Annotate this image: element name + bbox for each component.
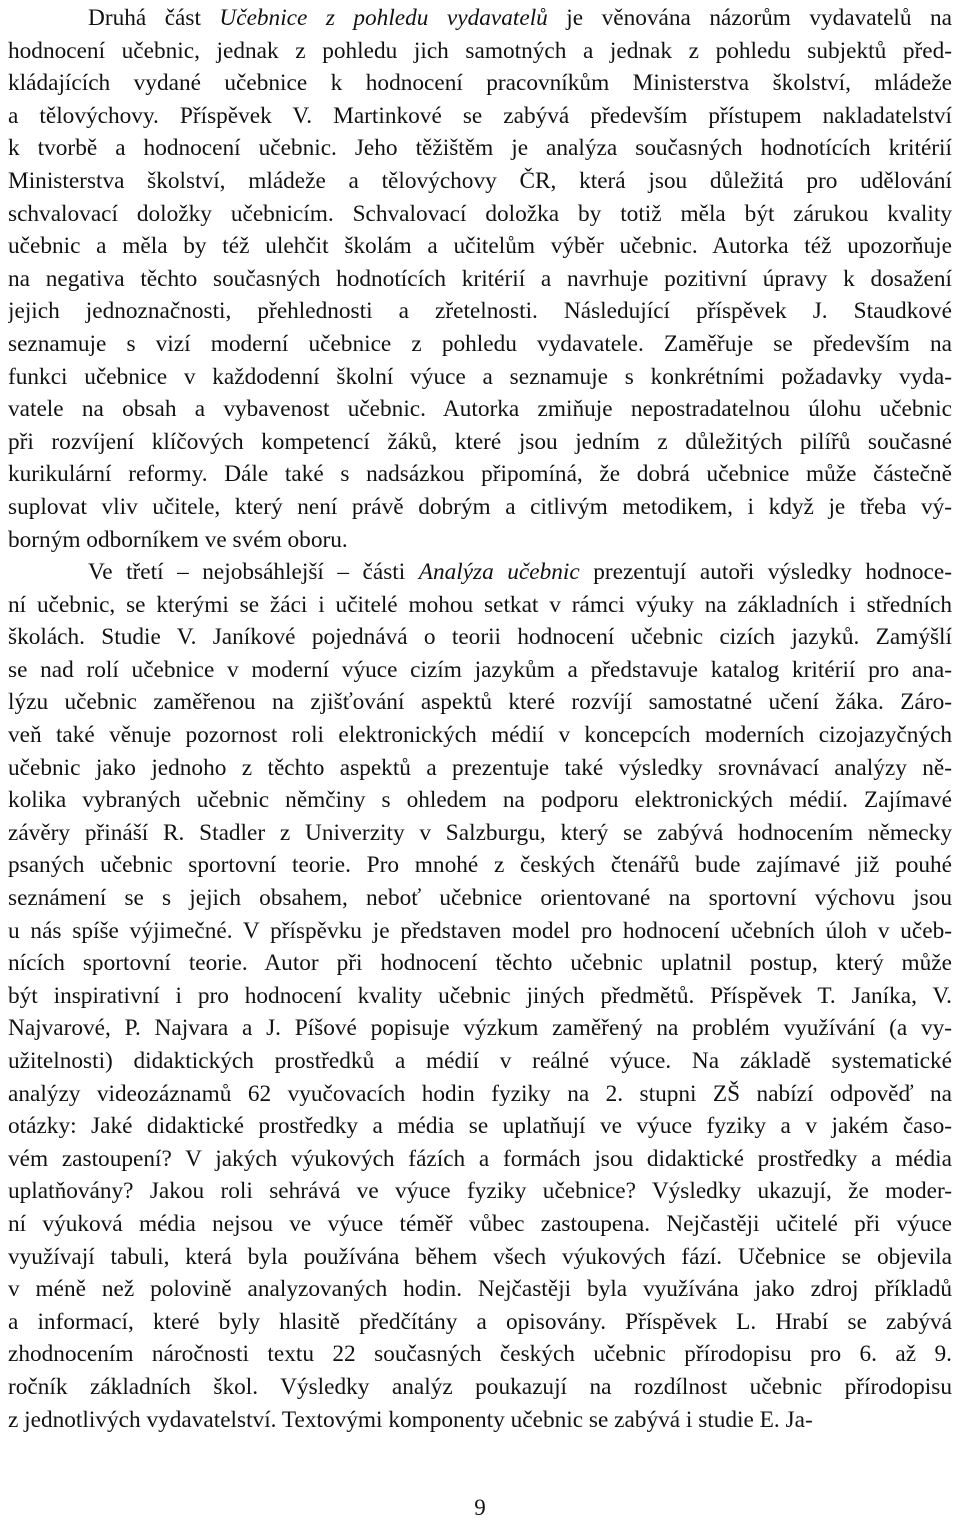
- text-line: [8, 980, 952, 1013]
- text-line: [8, 458, 952, 491]
- text-line: [8, 1273, 952, 1306]
- text-line: [8, 947, 952, 980]
- text-line: [8, 589, 952, 622]
- text-segment: otázky: Jaké didaktické prostředky a média se uplatňují ve výuce fyziky a v jakém časo-: [8, 1113, 952, 1140]
- text-line: [8, 1404, 952, 1437]
- text-segment: Ve třetí – nejobsáhlejší – části: [88, 559, 419, 586]
- text-line: [8, 361, 952, 394]
- italic-title: Analýza učebnic: [418, 559, 580, 586]
- text-line: [8, 817, 952, 850]
- text-line: [8, 1143, 952, 1176]
- text-line: [8, 849, 952, 882]
- text-segment: je věnována názorům vydavatelů na: [547, 5, 952, 31]
- text-line: [8, 1306, 952, 1339]
- text-line: [8, 1110, 952, 1143]
- text-segment: se nad rolí učebnice v moderní výuce cizím jazykům a představuje katalog kritérií pro ana-: [8, 656, 952, 683]
- text-line: [8, 556, 952, 589]
- text-segment: seznámení se s jejich obsahem, neboť učebnice orientované na sportovní výchovu jsou: [8, 885, 952, 912]
- text-segment: z jednotlivých vydavatelství. Textovými komponenty učebnic se zabývá i studie E. Ja-: [8, 1406, 813, 1433]
- text-segment: psaných učebnic sportovní teorie. Pro mnohé z českých čtenářů bude zajímavé již pouhé: [8, 852, 952, 879]
- text-segment: na negativa těchto současných hodnotících kritérií a navrhuje pozitivní úpravy k dosažení: [8, 265, 952, 292]
- text-segment: Druhá část: [88, 5, 220, 31]
- text-segment: u nás spíše výjimečné. V příspěvku je představen model pro hodnocení učebních úloh v učeb-: [8, 917, 952, 944]
- text-line: [8, 1208, 952, 1241]
- text-segment: ní výuková média nejsou ve výuce téměř vůbec zastoupena. Nejčastěji učitelé při výuce: [8, 1210, 952, 1237]
- document-page: [8, 0, 952, 1526]
- italic-title: Učebnice z pohledu vydavatelů: [219, 5, 548, 31]
- text-line: [8, 35, 952, 68]
- text-line: [8, 1371, 952, 1404]
- text-segment: a tělovýchovy. Příspěvek V. Martinkové se zabývá především přístupem nakladatelství: [8, 102, 952, 129]
- text-segment: kládajících vydané učebnice k hodnocení pracovníkům Ministerstva školství, mládeže: [8, 70, 952, 97]
- text-line: [8, 1241, 952, 1274]
- text-segment: zhodnocením náročnosti textu 22 současných českých učebnic přírodopisu pro 6. až 9.: [8, 1341, 952, 1368]
- text-line: [8, 426, 952, 459]
- text-line: [8, 393, 952, 426]
- text-segment: kurikulární reformy. Dále také s nadsázkou připomíná, že dobrá učebnice může částečně: [8, 461, 952, 488]
- text-line: [8, 784, 952, 817]
- text-segment: lýzu učebnic zaměřenou na zjišťování aspektů které rozvíjí samostatné učení žáka. Záro-: [8, 689, 952, 716]
- text-segment: školách. Studie V. Janíkové pojednává o teorii hodnocení učebnic cizích jazyků. Zamýšlí: [8, 624, 952, 651]
- text-segment: hodnocení učebnic, jednak z pohledu jich samotných a jednak z pohledu subjektů před-: [8, 37, 952, 64]
- text-line: [8, 524, 952, 557]
- text-line: [8, 915, 952, 948]
- text-line: [8, 1175, 952, 1208]
- text-segment: funkci učebnice v každodenní školní výuce a seznamuje s konkrétními požadavky vyda-: [8, 363, 952, 390]
- text-segment: suplovat vliv učitele, který není právě dobrým a citlivým metodikem, i když je třeba vý-: [8, 493, 952, 520]
- text-segment: učebnic jako jednoho z těchto aspektů a prezentuje také výsledky srovnávací analýzy ně-: [8, 754, 952, 781]
- text-segment: v méně než polovině analyzovaných hodin. Nejčastěji byla využívána jako zdroj příkladů: [8, 1276, 952, 1303]
- text-line: [8, 263, 952, 296]
- text-line: [8, 752, 952, 785]
- text-segment: Ministerstva školství, mládeže a tělovýchovy ČR, která jsou důležitá pro udělování: [8, 167, 952, 194]
- text-segment: borným odborníkem ve svém oboru.: [8, 526, 348, 553]
- text-segment: při rozvíjení klíčových kompetencí žáků, které jsou jedním z důležitých pilířů současné: [8, 428, 952, 455]
- text-line: [8, 882, 952, 915]
- text-segment: seznamuje s vizí moderní učebnice z pohledu vydavatele. Zaměřuje se především na: [8, 330, 952, 357]
- paragraph: [8, 2, 952, 556]
- text-line: [8, 686, 952, 719]
- text-segment: ročník základních škol. Výsledky analýz poukazují na rozdílnost učebnic přírodopisu: [8, 1373, 952, 1400]
- text-segment: analýzy videozáznamů 62 vyučovacích hodin fyziky na 2. stupni ZŠ nabízí odpověď na: [8, 1080, 952, 1107]
- text-segment: k tvorbě a hodnocení učebnic. Jeho těžištěm je analýza současných hodnotících kritérií: [8, 135, 952, 162]
- body-text: [8, 2, 952, 1436]
- text-line: [8, 328, 952, 361]
- text-line: [8, 1078, 952, 1111]
- text-line: [8, 165, 952, 198]
- text-segment: ní učebnic, se kterými se žáci i učitelé mohou setkat v rámci výuky na základních i středních: [8, 591, 952, 618]
- text-line: [8, 491, 952, 524]
- text-line: [8, 2, 952, 35]
- text-line: [8, 719, 952, 752]
- text-segment: kolika vybraných učebnic němčiny s ohledem na podporu elektronických médií. Zajímavé: [8, 787, 952, 814]
- text-line: [8, 1045, 952, 1078]
- paragraph: [8, 556, 952, 1436]
- text-segment: být inspirativní i pro hodnocení kvality učebnic jiných předmětů. Příspěvek T. Janíka, V.: [8, 982, 952, 1009]
- text-segment: prezentují autoři výsledky hodnoce-: [579, 559, 952, 586]
- text-line: [8, 1338, 952, 1371]
- text-line: [8, 198, 952, 231]
- text-segment: nících sportovní teorie. Autor při hodnocení těchto učebnic uplatnil postup, který může: [8, 950, 952, 977]
- text-segment: závěry přináší R. Stadler z Univerzity v Salzburgu, který se zabývá hodnocením německy: [8, 819, 952, 846]
- text-segment: Najvarové, P. Najvara a J. Píšové popisuje výzkum zaměřený na problém využívání (a vy-: [8, 1015, 952, 1042]
- text-segment: jejich jednoznačnosti, přehlednosti a zřetelnosti. Následující příspěvek J. Staudkové: [8, 298, 952, 325]
- text-segment: vém zastoupení? V jakých výukových fázích a formách jsou didaktické prostředky a média: [8, 1145, 952, 1172]
- text-line: [8, 621, 952, 654]
- text-segment: a informací, které byly hlasitě předčítány a opisovány. Příspěvek L. Hrabí se zabývá: [8, 1308, 952, 1335]
- text-segment: schvalovací doložky učebnicím. Schvalovací doložka by totiž měla být zárukou kvality: [8, 200, 952, 227]
- text-line: [8, 132, 952, 165]
- text-segment: uplatňovány? Jakou roli sehrává ve výuce fyziky učebnice? Výsledky ukazují, že moder-: [8, 1178, 952, 1205]
- text-line: [8, 230, 952, 263]
- text-line: [8, 67, 952, 100]
- text-line: [8, 295, 952, 328]
- text-segment: učebnic a měla by též ulehčit školám a učitelům výběr učebnic. Autorka též upozorňuje: [8, 233, 952, 260]
- text-line: [8, 654, 952, 687]
- text-segment: veň také věnuje pozornost roli elektronických médií v koncepcích moderních cizojazyčných: [8, 722, 952, 749]
- text-line: [8, 100, 952, 133]
- text-line: [8, 1012, 952, 1045]
- text-segment: vatele na obsah a vybavenost učebnic. Autorka zmiňuje nepostradatelnou úlohu učebnic: [8, 396, 952, 423]
- text-segment: využívají tabuli, která byla používána během všech výukových fází. Učebnice se objevila: [8, 1243, 952, 1270]
- page-number: 9: [474, 1495, 486, 1520]
- text-segment: užitelnosti) didaktických prostředků a médií v reálné výuce. Na základě systematické: [8, 1048, 952, 1074]
